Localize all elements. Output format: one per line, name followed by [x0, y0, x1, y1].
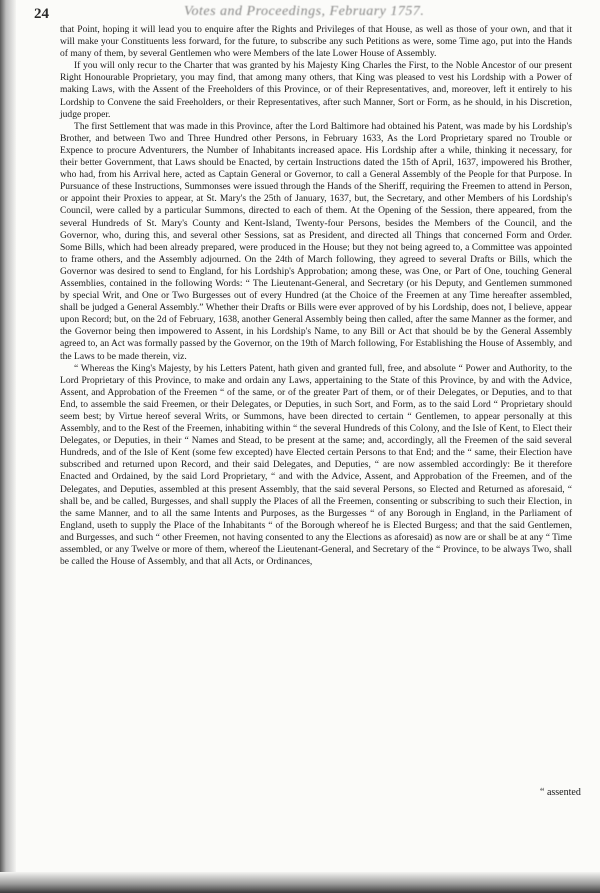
- body-text: [60, 24, 572, 784]
- catchword: “ assented: [540, 787, 581, 798]
- page-number: 24: [34, 6, 49, 22]
- paragraph-continuation: that Point, hoping it will lead you to enquire after the Rights and Privileges of that House, as well as those of your own, and that it will make your Constituents less forward, for the future, to subscribe any such Petitions as were, some Time ago, put into the Hands of many of them, by several Gentlemen who were Members of the late Lower House of Assembly.: [60, 24, 572, 60]
- paragraph-act-quotation: “ Whereas the King's Majesty, by his Letters Patent, hath given and granted full, free, and absolute “ Power and Authority, to the Lord Proprietary of this Province, to make and ordain any Laws, appertaining to the State of this Province, by and with the Advice, Assent, and Approbation of the Freemen “ of the same, or of the greater Part of them, or of their Delegates, or Deputies, and to that End, to assemble the said Freemen, or their Delegates, or Deputies, in such Sort, and Form, as to the said Lord “ Proprietary should seem best; by Virtue hereof several Writs, or Summons, have been directed to certain “ Gentlemen, to appear personally at this Assembly, and to the Rest of the Freemen, inhabiting within “ the several Hundreds of this Colony, and the Isle of Kent, to Elect their Delegates, or Deputies, in their “ Names and Stead, to be present at the same; and, accordingly, all the Freemen of the said several Hundreds, and of the Isle of Kent (some few excepted) have Elected certain Persons to that End; and the “ same, their Election have subscribed and returned upon Record, and their said Delegates, and Deputies, “ are now assembled accordingly: Be it therefore Enacted and Ordained, by the said Lord Proprietary, “ and with the Advice, Assent, and Approbation of the Freemen, and of the Delegates, and Deputies, assembled at this present Assembly, that the said several Persons, so Elected and Returned as aforesaid, “ shall be, and be called, Burgesses, and shall supply the Places of all the Freemen, consenting or subscribing to such their Election, in the same Manner, and to all the same Intents and Purposes, as the Burgesses “ of any Borough in England, in the Parliament of England, useth to supply the Place of the Inhabitants “ of the Borough whereof he is Elected Burgess; and that the said Gentlemen, and Burgesses, and such “ other Freemen, not having consented to any the Elections as aforesaid) as now are or shall be at any “ Time assembled, or any Twelve or more of them, whereof the Lieutenant-General, and Secretary of the “ Province, to be always Two, shall be called the House of Assembly, and that all Acts, or Ordinances,: [60, 362, 572, 568]
- page-header: [34, 4, 574, 24]
- running-title: Votes and Proceedings, February 1757.: [184, 4, 425, 19]
- paragraph-settlement: The first Settlement that was made in this Province, after the Lord Baltimore had obtained his Patent, was made by his Lordship's Brother, and between Two and Three Hundred other Persons, in February 1633, As the Lord Proprietary spared no Trouble or Expence to procure Adventurers, the Number of Inhabitants increased apace. His Lordship after a while, thinking it necessary, for their better Government, that Laws should be Enacted, by certain Instructions dated the 15th of April, 1637, impowered his Brother, who had, from his Arrival here, acted as Captain General or Governor, to call a General Assembly of the People for that Purpose. In Pursuance of these Instructions, Summonses were issued through the Hands of the Sheriff, requiring the Freemen to attend in Person, or appoint their Proxies to appear, at St. Mary's the 25th of January, 1637, but, the Secretary, and other Members of his Lordship's Council, were called by a particular Summons, directed to each of them. At the Opening of the Session, there appeared, from the several Hundreds of St. Mary's County and Kent-Island, Twenty-four Persons, besides the Members of the Council, and the Governor, who, during this, and several other Sessions, sat as President, and directed all Things that concerned Form and Order. Some Bills, which had been already prepared, were produced in the House; but they not being agreed to, a Committee was appointed to frame others, and the Assembly adjourned. On the 24th of March following, they agreed to several Drafts or Bills, which the Governor was desired to send to England, for his Lordship's Approbation; among these, was One, or Part of One, touching General Assemblies, contained in the following Words: “ The Lieutenant-General, and Secretary (or his Deputy, and Gentlemen summoned by special Writ, and One or Two Burgesses out of every Hundred (at the Choice of the Freemen at any Time hereafter assembled, shall be judged a General Assembly.” Whether their Drafts or Bills were ever approved of by his Lordship, does not, I believe, appear upon Record; but, on the 2d of February, 1638, another General Assembly being then called, after the same Manner as the former, and the Governor being then impowered to Assent, in his Lordship's Name, to any Bill or Act that should be by the General Assembly agreed to, an Act was formally passed by the Governor, on the 19th of March following, For Establishing the House of Assembly, and the Laws to be made therein, viz.: [60, 120, 572, 362]
- scan-edge-left: [0, 0, 16, 893]
- paragraph-charter: If you will only recur to the Charter that was granted by his Majesty King Charles the First, to the Noble Ancestor of our present Right Honourable Proprietary, you may find, that among many others, that King was pleased to vest his Lordship with a Power of making Laws, with the Assent of the Freeholders of this Province, or of their Representatives, and, moreover, left it entirely to his Lordship to Convene the said Freeholders, or their Representatives, after such Manner, Sort or Form, as he should, in his Discretion, judge proper.: [60, 60, 572, 120]
- scan-edge-bottom: [0, 872, 600, 893]
